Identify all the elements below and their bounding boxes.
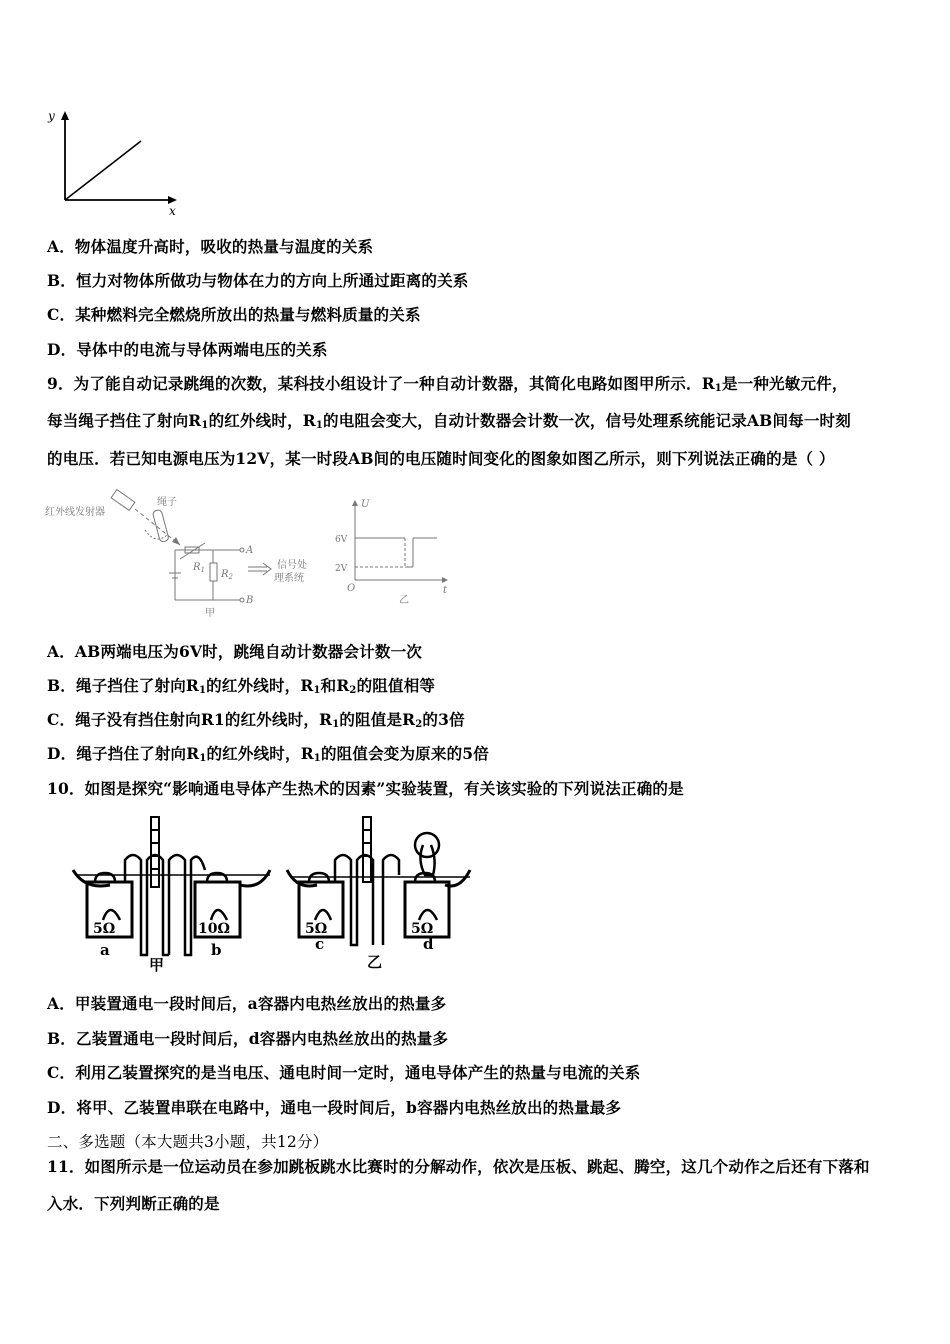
res-b: 10Ω: [198, 921, 230, 937]
q9-b-d: 的阻值相等: [356, 676, 436, 695]
sub: 1: [201, 420, 209, 431]
sub: 2: [415, 719, 423, 730]
q9-b-a: B．绳子挡住了射向R: [47, 676, 199, 695]
q8-option-b: B．恒力对物体所做功与物体在力的方向上所通过距离的关系: [47, 271, 469, 290]
signal-label-2: 理系统: [274, 573, 304, 584]
q8-option-c: C．某种燃料完全燃烧所放出的热量与燃料质量的关系: [47, 305, 421, 324]
tick-2v: 2V: [335, 564, 348, 574]
circuit-diagram-jia: [45, 485, 325, 620]
sub: 1: [332, 719, 340, 730]
sub: 1: [198, 685, 207, 696]
signal-label-1: 信号处: [277, 560, 307, 571]
q11-stem-line1: 11．如图所示是一位运动员在参加跳板跳水比赛时的分解动作，依次是压板、跳起、腾空，这几个动作之后还有下落和: [47, 1157, 870, 1176]
sub: 2: [349, 685, 357, 696]
y-axis-label: y: [48, 109, 55, 123]
q9-option-a: A．AB两端电压为6V时，跳绳自动计数器会计数一次: [47, 642, 422, 661]
r1-sub: 1: [200, 566, 205, 574]
x-axis-label: x: [169, 204, 176, 218]
q9-line1-tail: 是一种光敏元件，: [721, 374, 848, 393]
sub: 1: [315, 420, 324, 431]
caption-yi: 乙: [399, 595, 409, 606]
q10-stem: 10．如图是探究“影响通电导体产生热术的因素”实验装置，有关该实验的下列说法正确的是: [47, 779, 684, 798]
q9-stem-line2: [47, 409, 851, 431]
q9-b-c: 和R: [320, 676, 350, 695]
r2-sub: 2: [228, 573, 233, 581]
q9-option-c: [47, 708, 465, 730]
q10-option-b: B．乙装置通电一段时间后，d容器内电热丝放出的热量多: [47, 1029, 449, 1048]
rope-label: 绳子: [157, 497, 177, 508]
q9-c-a: C．绳子没有挡住射向R1的红外线时，R: [47, 710, 333, 729]
caption-jia-10: 甲: [149, 956, 165, 974]
sub: 1: [199, 753, 207, 764]
r1-text: R: [193, 562, 201, 573]
res-d: 5Ω: [411, 921, 434, 937]
sub: 1: [714, 383, 722, 394]
q10-option-a: A．甲装置通电一段时间后，a容器内电热丝放出的热量多: [47, 994, 447, 1013]
label-a: a: [100, 941, 110, 959]
emitter-label: 红外线发射器: [45, 507, 105, 518]
q9-d-a: D．绳子挡住了射向R: [47, 744, 200, 763]
res-a: 5Ω: [93, 921, 116, 937]
q10-option-c: C．利用乙装置探究的是当电压、通电时间一定时，通电导体产生的热量与电流的关系: [47, 1063, 641, 1082]
tick-6v: 6V: [335, 535, 348, 545]
section-heading: 二、多选题（本大题共3小题，共12分）: [47, 1133, 329, 1151]
caption-yi-10: 乙: [367, 953, 383, 971]
caption-jia: 甲: [205, 608, 215, 619]
terminal-a: A: [246, 545, 254, 556]
voltage-time-graph: [335, 495, 455, 610]
q9-option-d: [47, 742, 489, 764]
label-b: b: [211, 941, 222, 959]
joule-heating-apparatus: [65, 815, 485, 975]
origin-label: O: [347, 583, 356, 594]
q9-line2c: 的电阻会变大，自动计数器会计数一次，信号处理系统能记录AB间每一时刻: [323, 411, 851, 430]
q9-c-c: 的3倍: [422, 710, 465, 729]
q9-line1-text: 9．为了能自动记录跳绳的次数，某科技小组设计了一种自动计数器，其简化电路如图甲所示．R: [47, 374, 715, 393]
r1-label: [192, 562, 205, 574]
sub: 1: [313, 753, 321, 764]
linear-graph: [45, 105, 185, 220]
q9-d-c: 的阻值会变为原来的5倍: [320, 744, 489, 763]
q9-option-b: [47, 674, 435, 696]
res-c: 5Ω: [305, 921, 328, 937]
t-axis-label: t: [443, 585, 448, 596]
q9-line2a: 每当绳子挡住了射向R: [47, 411, 202, 430]
q9-stem-line1: [47, 372, 848, 394]
q8-option-a: A．物体温度升高时，吸收的热量与温度的关系: [47, 237, 374, 256]
q9-d-b: 的红外线时，R: [206, 744, 314, 763]
q9-stem-line3: 的电压．若已知电源电压为12V，某一时段AB间的电压随时间变化的图象如图乙所示，则下列说法正确的是（ ）: [47, 449, 835, 468]
label-d: d: [423, 935, 434, 953]
sub: 1: [313, 685, 321, 696]
q10-option-d: D．将甲、乙装置串联在电路中，通电一段时间后，b容器内电热丝放出的热量最多: [47, 1098, 622, 1117]
q9-line2b: 的红外线时，R: [208, 411, 316, 430]
q9-c-b: 的阻值是R: [339, 710, 416, 729]
terminal-b: B: [246, 595, 254, 606]
q9-b-b: 的红外线时，R: [206, 676, 314, 695]
label-c: c: [315, 935, 325, 953]
q11-stem-line2: 入水．下列判断正确的是: [47, 1194, 220, 1213]
q8-option-d: D．导体中的电流与导体两端电压的关系: [47, 340, 328, 359]
r2-label: [220, 569, 234, 581]
r2-text: R: [221, 569, 229, 580]
u-axis-label: U: [361, 499, 370, 510]
